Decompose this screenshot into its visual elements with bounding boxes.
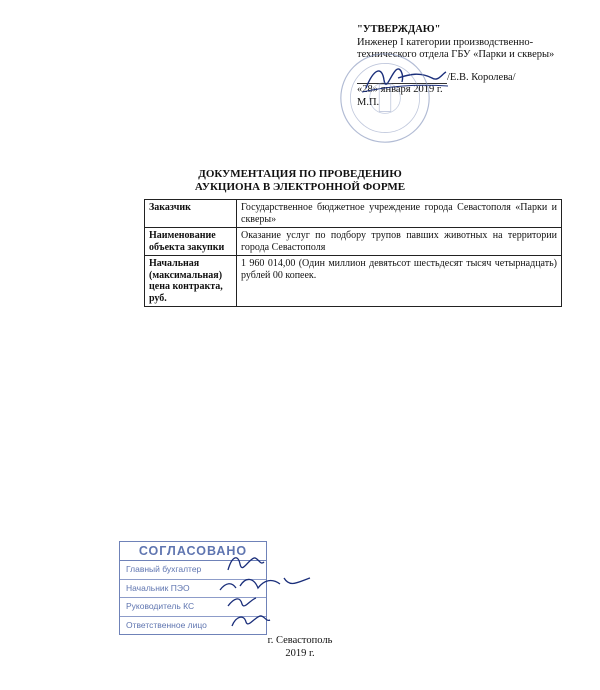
approval-position-line1: Инженер I категории производственно-	[357, 36, 534, 48]
round-seal	[337, 50, 433, 146]
row-value-subject: Оказание услуг по подбору трупов павших животных на территории города Севастополя	[237, 228, 562, 256]
approval-signer: /Е.В. Королева/	[447, 71, 516, 83]
footer-city: г. Севастополь	[267, 635, 333, 646]
document-footer	[0, 635, 600, 660]
procurement-info-table	[144, 199, 562, 307]
row-label-subject: Наименование объекта закупки	[145, 228, 237, 256]
agreement-row-chief-accountant: Главный бухгалтер	[120, 561, 266, 580]
approval-position-line2: технического отдела ГБУ «Парки и скверы»	[357, 49, 555, 60]
agreement-signatures	[214, 548, 324, 638]
footer-year: 2019 г.	[285, 647, 315, 659]
row-value-price: 1 960 014,00 (Один миллион девятьсот шестьдесят тысяч четырнадцать) рублей 00 копеек.	[237, 256, 562, 307]
heading-line2: АУКЦИОНА В ЭЛЕКТРОННОЙ ФОРМЕ	[194, 181, 406, 193]
table-row	[145, 256, 562, 307]
approval-title: "УТВЕРЖДАЮ"	[357, 24, 441, 35]
table-row	[145, 200, 562, 228]
document-heading	[0, 168, 600, 194]
agreement-stamp-title: СОГЛАСОВАНО	[120, 542, 266, 561]
heading-line1: ДОКУМЕНТАЦИЯ ПО ПРОВЕДЕНИЮ	[198, 168, 402, 180]
agreement-row-peo-head: Начальник ПЭО	[120, 580, 266, 599]
row-label-price: Начальная (максимальная) цена контракта, руб.	[145, 256, 237, 307]
table-row	[145, 228, 562, 256]
agreement-row-responsible: Ответственное лицо	[126, 619, 207, 630]
approval-date: «28» января 2019 г.	[357, 84, 443, 95]
row-value-customer: Государственное бюджетное учреждение города Севастополя «Парки и скверы»	[237, 200, 562, 228]
agreement-row-ks-head: Руководитель КС	[120, 598, 266, 617]
approval-seal-abbr: М.П.	[357, 96, 380, 108]
row-label-customer: Заказчик	[145, 200, 237, 228]
